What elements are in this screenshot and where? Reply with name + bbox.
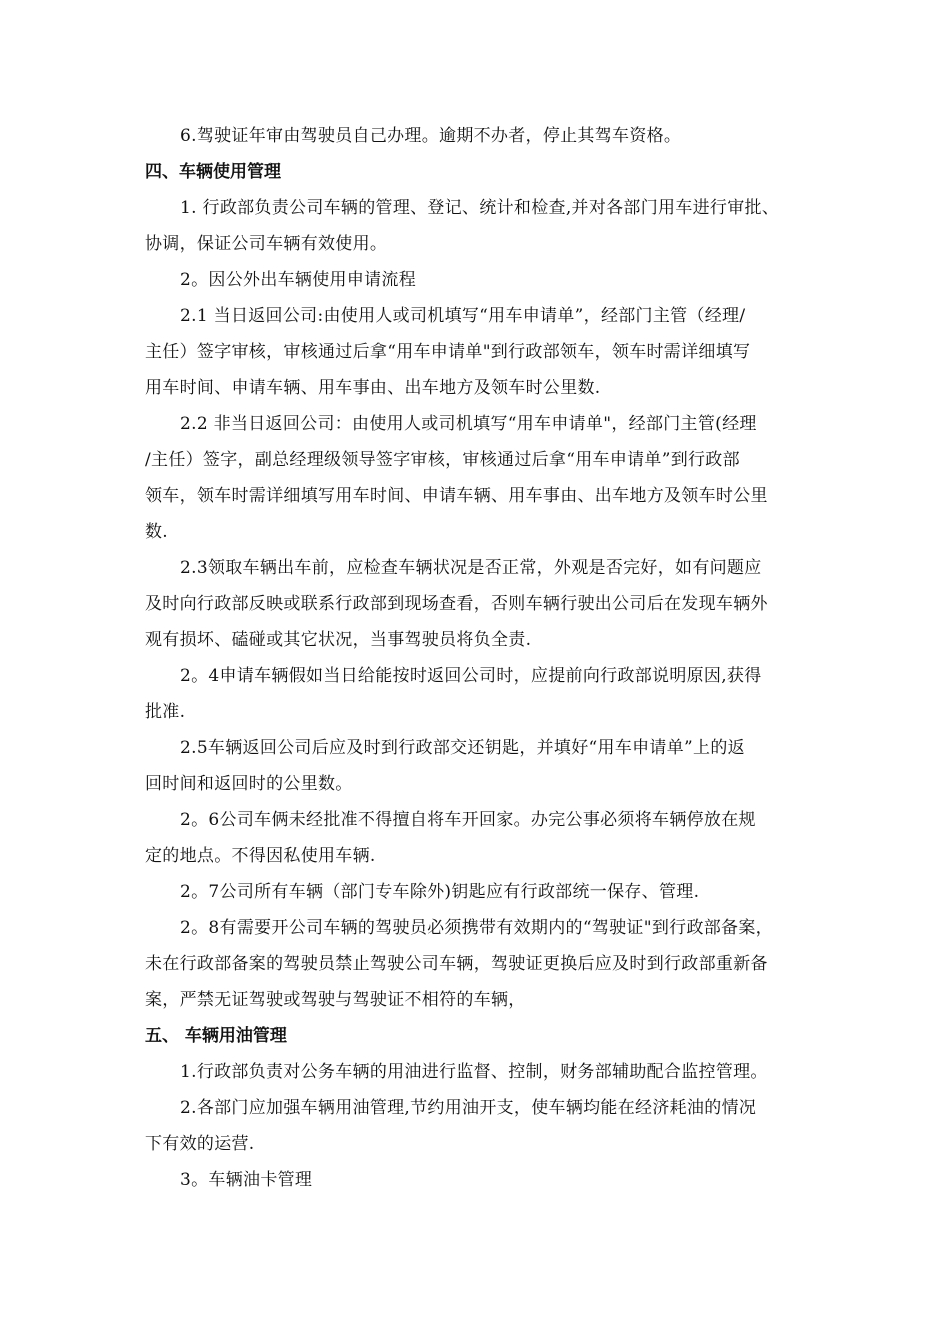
paragraph — [145, 802, 835, 874]
paragraph — [145, 730, 835, 802]
paragraph-line: 协调，保证公司车辆有效使用。 — [145, 234, 388, 254]
paragraph — [145, 1054, 835, 1090]
paragraph — [145, 190, 835, 262]
paragraph-line: 2.各部门应加强车辆用油管理,节约用油开支，使车辆均能在经济耗油的情况 — [180, 1098, 757, 1118]
paragraph-line: /主任）签字，副总经理级领导签字审核，审核通过后拿“用车申请单”到行政部 — [145, 450, 740, 470]
paragraph — [145, 1090, 835, 1162]
section-heading: 四、车辆使用管理 — [145, 162, 281, 182]
paragraph-line: 2。4申请车辆假如当日给能按时返回公司时，应提前向行政部说明原因,获得 — [180, 666, 762, 686]
paragraph — [145, 1162, 835, 1198]
paragraph-line: 回时间和返回时的公里数。 — [145, 774, 353, 794]
paragraph-line: 观有损坏、磕碰或其它状况，当事驾驶员将负全责. — [145, 630, 532, 650]
paragraph-line: 2。8有需要开公司车辆的驾驶员必须携带有效期内的“驾驶证"到行政部备案， — [180, 918, 773, 938]
paragraph-line: 案，严禁无证驾驶或驾驶与驾驶证不相符的车辆， — [145, 990, 526, 1010]
paragraph — [145, 874, 835, 910]
paragraph-line: 未在行政部备案的驾驶员禁止驾驶公司车辆，驾驶证更换后应及时到行政部重新备 — [145, 954, 768, 974]
paragraph — [145, 262, 835, 298]
paragraph-line: 2.1 当日返回公司:由使用人或司机填写“用车申请单”，经部门主管（经理/ — [180, 306, 746, 326]
paragraph-line: 1.行政部负责对公务车辆的用油进行监督、控制，财务部辅助配合监控管理。 — [180, 1062, 768, 1082]
paragraph-line: 2.5车辆返回公司后应及时到行政部交还钥匙，并填好“用车申请单”上的返 — [180, 738, 745, 758]
section-heading: 五、 车辆用油管理 — [145, 1026, 287, 1046]
paragraph-line: 主任）签字审核，审核通过后拿“用车申请单"到行政部领车，领车时需详细填写 — [145, 342, 751, 362]
paragraph — [145, 658, 835, 730]
paragraph-line: 2。7公司所有车辆（部门专车除外)钥匙应有行政部统一保存、管理. — [180, 882, 700, 902]
paragraph-line: 6.驾驶证年审由驾驶员自己办理。逾期不办者，停止其驾车资格。 — [180, 126, 682, 146]
paragraph — [145, 910, 835, 1018]
document-body — [145, 118, 835, 1198]
paragraph-line: 1. 行政部负责公司车辆的管理、登记、统计和检查,并对各部门用车进行审批、 — [180, 198, 780, 218]
paragraph-line: 批准. — [145, 702, 186, 722]
paragraph-line: 及时向行政部反映或联系行政部到现场查看，否则车辆行驶出公司后在发现车辆外 — [145, 594, 768, 614]
paragraph-line: 2.3领取车辆出车前，应检查车辆状况是否正常，外观是否完好，如有问题应 — [180, 558, 762, 578]
paragraph-line: 2。6公司车俩未经批准不得擅自将车开回家。办完公事必须将车辆停放在规 — [180, 810, 756, 830]
paragraph-line: 2.2 非当日返回公司：由使用人或司机填写“用车申请单"，经部门主管(经理 — [180, 414, 757, 434]
paragraph — [145, 118, 835, 154]
paragraph-line: 数. — [145, 522, 169, 542]
paragraph-line: 定的地点。不得因私使用车辆. — [145, 846, 376, 866]
paragraph-line: 下有效的运营. — [145, 1134, 255, 1154]
paragraph-line: 3。车辆油卡管理 — [180, 1170, 313, 1190]
paragraph-line: 2。因公外出车辆使用申请流程 — [180, 270, 417, 290]
paragraph — [145, 406, 835, 550]
paragraph-line: 用车时间、申请车辆、用车事由、出车地方及领车时公里数. — [145, 378, 601, 398]
paragraph-line: 领车，领车时需详细填写用车时间、申请车辆、用车事由、出车地方及领车时公里 — [145, 486, 768, 506]
paragraph — [145, 298, 835, 406]
paragraph — [145, 550, 835, 658]
